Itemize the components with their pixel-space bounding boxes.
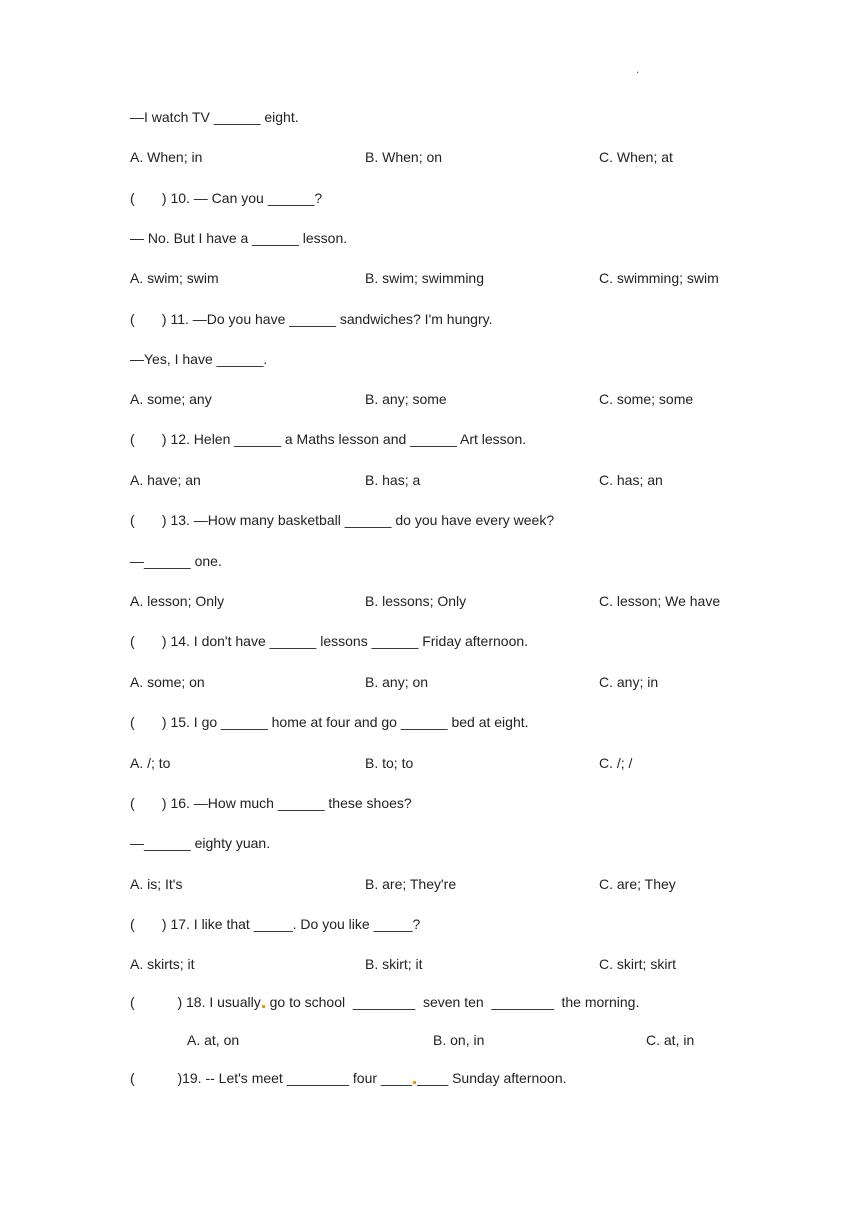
question-19 xyxy=(130,1069,567,1087)
q14-option-a: A. some; on xyxy=(130,674,205,690)
q18-option-b: B. on, in xyxy=(433,1032,485,1048)
q19-text-end: ____ Sunday afternoon. xyxy=(417,1070,567,1086)
question-16-reply: —______ eighty yuan. xyxy=(130,835,271,851)
q11-option-c: C. some; some xyxy=(599,391,694,407)
q17-option-b: B. skirt; it xyxy=(365,956,423,972)
question-15: ( ) 15. I go ______ home at four and go ______ bed at eight. xyxy=(130,714,529,730)
q18-option-a: A. at, on xyxy=(187,1032,240,1048)
q12-option-c: C. has; an xyxy=(599,472,663,488)
edit-mark-icon xyxy=(413,1081,416,1084)
question-13-reply: —______ one. xyxy=(130,553,222,569)
q13-option-a: A. lesson; Only xyxy=(130,593,225,609)
q14-option-c: C. any; in xyxy=(599,674,659,690)
q9-option-b: B. When; on xyxy=(365,149,443,165)
question-11-reply: —Yes, I have ______. xyxy=(130,351,268,367)
question-9-reply: —I watch TV ______ eight. xyxy=(130,109,299,125)
q15-option-a: A. /; to xyxy=(130,755,171,771)
q16-option-a: A. is; It's xyxy=(130,876,183,892)
question-13: ( ) 13. —How many basketball ______ do you have every week? xyxy=(130,512,555,528)
q18-text-start: ( ) 18. I usually xyxy=(130,994,261,1010)
q17-option-a: A. skirts; it xyxy=(130,956,195,972)
q13-option-b: B. lessons; Only xyxy=(365,593,467,609)
page-marker: . xyxy=(636,62,640,76)
q10-option-c: C. swimming; swim xyxy=(599,270,719,286)
q16-option-c: C. are; They xyxy=(599,876,676,892)
q14-option-b: B. any; on xyxy=(365,674,429,690)
q18-text-end: go to school ________ seven ten ________ the morning. xyxy=(265,994,640,1010)
question-18 xyxy=(130,993,639,1011)
question-11: ( ) 11. —Do you have ______ sandwiches? I'm hungry. xyxy=(130,311,493,327)
edit-mark-icon xyxy=(262,1005,265,1008)
q16-option-b: B. are; They're xyxy=(365,876,457,892)
q10-option-b: B. swim; swimming xyxy=(365,270,485,286)
q9-option-a: A. When; in xyxy=(130,149,203,165)
q13-option-c: C. lesson; We have xyxy=(599,593,721,609)
q15-option-c: C. /; / xyxy=(599,755,633,771)
q18-option-c: C. at, in xyxy=(646,1032,695,1048)
q17-option-c: C. skirt; skirt xyxy=(599,956,676,972)
question-16: ( ) 16. —How much ______ these shoes? xyxy=(130,795,412,811)
question-10: ( ) 10. — Can you ______? xyxy=(130,190,323,206)
q11-option-a: A. some; any xyxy=(130,391,212,407)
q15-option-b: B. to; to xyxy=(365,755,414,771)
question-10-reply: — No. But I have a ______ lesson. xyxy=(130,230,348,246)
q9-option-c: C. When; at xyxy=(599,149,673,165)
q12-option-a: A. have; an xyxy=(130,472,201,488)
q19-text-start: ( )19. -- Let's meet ________ four ____ xyxy=(130,1070,413,1086)
question-14: ( ) 14. I don't have ______ lessons ______ Friday afternoon. xyxy=(130,633,529,649)
q10-option-a: A. swim; swim xyxy=(130,270,219,286)
question-17: ( ) 17. I like that _____. Do you like _____? xyxy=(130,916,421,932)
q11-option-b: B. any; some xyxy=(365,391,447,407)
q12-option-b: B. has; a xyxy=(365,472,421,488)
question-12: ( ) 12. Helen ______ a Maths lesson and ______ Art lesson. xyxy=(130,431,527,447)
